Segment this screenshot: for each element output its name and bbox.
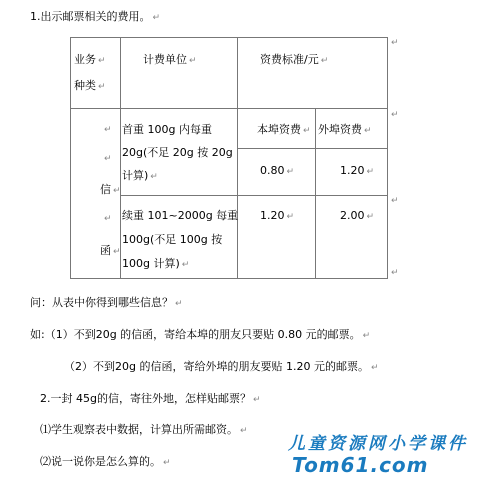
row1-unit-line3: 计算) ↵	[122, 169, 158, 182]
table-line-header	[70, 108, 388, 109]
row2-unit-line2: 100g(不足 100g 按	[122, 233, 223, 246]
header-standard: 资费标准/元 ↵	[260, 53, 329, 66]
return-mark: ↵	[391, 196, 399, 206]
subheader-local: 本埠资费 ↵	[257, 123, 311, 136]
task-2: 2.一封 45g的信，寄往外地，怎样贴邮票？ ↵	[40, 392, 261, 405]
return-mark: ↵	[391, 38, 399, 48]
row2-unit-line1: 续重 101~2000g 每重	[122, 209, 239, 222]
logo-title: 儿童资源网小学课件	[288, 434, 468, 454]
table-line-subheader	[237, 148, 388, 149]
header-business: 业务 ↵	[74, 53, 106, 66]
table-line-row	[120, 195, 388, 196]
question: 问：从表中你得到哪些信息？ ↵	[30, 296, 183, 309]
row1-unit-line1: 首重 100g 内每重	[122, 123, 212, 136]
category-char-1: 信 ↵	[100, 183, 121, 196]
return-mark: ↵	[104, 154, 112, 164]
table-col-line-3	[315, 108, 316, 279]
return-mark: ↵	[104, 214, 112, 224]
row2-remote: 2.00 ↵	[340, 209, 375, 222]
table-border-left	[70, 37, 71, 279]
row2-local: 1.20 ↵	[260, 209, 295, 222]
table-border-right	[387, 37, 388, 279]
table-border-top	[70, 37, 388, 38]
category-char-2: 函 ↵	[100, 244, 121, 257]
header-business-2: 种类 ↵	[74, 79, 106, 92]
row1-unit-line2: 20g(不足 20g 按 20g	[122, 146, 233, 159]
return-mark: ↵	[391, 268, 399, 278]
row1-local: 0.80 ↵	[260, 164, 295, 177]
heading: 1.出示邮票相关的费用。 ↵	[30, 10, 161, 23]
row2-unit-line3: 100g 计算) ↵	[122, 257, 190, 270]
table-col-line-2	[237, 37, 238, 279]
example-2: （2）不到20g 的信函，寄给外埠的朋友要贴 1.20 元的邮票。 ↵	[64, 360, 379, 373]
header-unit: 计费单位 ↵	[143, 53, 197, 66]
return-mark: ↵	[391, 110, 399, 120]
table-border-bottom	[70, 278, 388, 279]
return-mark: ↵	[104, 125, 112, 135]
subheader-remote: 外埠资费 ↵	[318, 123, 372, 136]
example-1: 如:（1）不到20g 的信函，寄给本埠的朋友只要贴 0.80 元的邮票。 ↵	[30, 328, 371, 341]
step-1: ⑴学生观察表中数据，计算出所需邮资。 ↵	[40, 423, 248, 436]
row1-remote: 1.20 ↵	[340, 164, 375, 177]
site-logo	[282, 425, 480, 481]
logo-domain: Tom61.com	[292, 453, 429, 477]
return-mark: ↵	[152, 13, 161, 23]
step-2: ⑵说一说你是怎么算的。 ↵	[40, 455, 171, 468]
